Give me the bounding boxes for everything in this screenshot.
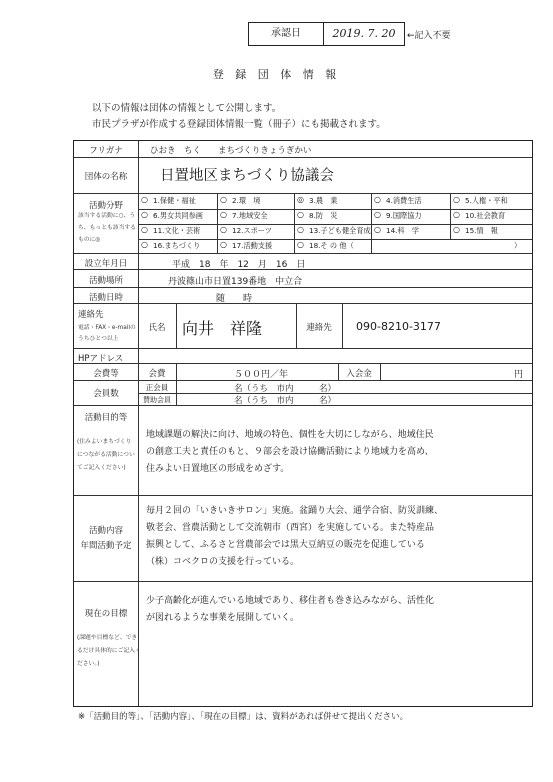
- category-item: ）: [514, 241, 522, 250]
- field-note-3: ものに◎: [78, 237, 101, 243]
- person-label: 氏名: [148, 323, 166, 333]
- purpose-note-3: てご記入ください): [77, 465, 126, 471]
- support-label: 賛助会員: [143, 396, 171, 404]
- page-title: 登 録 団 体 情 報: [212, 68, 341, 81]
- category-mark: ◎: [297, 195, 304, 204]
- activity-text-4: （株）コベクロの支援を行っている。: [146, 557, 300, 567]
- name-label: 団体の名称: [84, 172, 128, 182]
- purpose-text-1: 地域課題の解決に向け、地域の特色、個性を大切にしながら、地域住民: [146, 430, 434, 440]
- category-item: 5.人権・平和: [465, 196, 508, 205]
- intro-line-1: 以下の情報は団体の情報として公開します。: [92, 103, 282, 114]
- category-mark: ○: [374, 210, 381, 219]
- purpose-label: 活動目的等: [84, 413, 128, 423]
- category-item: 9.国際協力: [386, 211, 422, 220]
- phone-label: 連絡先: [306, 323, 332, 333]
- days-label: 活動日時: [88, 293, 123, 303]
- fee-label: 会費: [148, 369, 166, 379]
- category-mark: ○: [141, 225, 148, 234]
- activity-text-3: 振興として、ふるさと営農部会では黒大豆納豆の販売を促進している: [146, 540, 425, 550]
- members-label: 会員数: [93, 389, 119, 399]
- place-label: 活動場所: [88, 276, 123, 286]
- category-mark: ○: [453, 225, 460, 234]
- days-value: 随 時: [216, 294, 253, 304]
- approval-label: 承認日: [249, 23, 324, 45]
- registration-form: [73, 140, 533, 707]
- hp-label: HPアドレス: [78, 354, 124, 364]
- category-item: 16.まちづくり: [153, 241, 201, 250]
- category-mark: ○: [453, 210, 460, 219]
- category-mark: ○: [374, 225, 381, 234]
- approval-date: 2019. 7. 20: [332, 27, 396, 40]
- category-item: 13.子ども健全育成: [309, 226, 371, 235]
- category-item: 4.消費生活: [386, 196, 422, 205]
- contact-note-2: うちひとつ以上: [78, 336, 119, 342]
- category-mark: ○: [220, 210, 227, 219]
- name-value: 日置地区まちづくり協議会: [160, 168, 334, 184]
- goal-text-2: が図れるような事業を展開していく。: [146, 613, 299, 623]
- category-item: 12.スポーツ: [232, 226, 272, 235]
- fees-label: 会費等: [93, 369, 119, 379]
- purpose-text-2: の創意工夫と責任のもと、９部会を設け協働活動により地域力を高め、: [146, 447, 434, 457]
- category-mark: ○: [297, 210, 304, 219]
- category-mark: ○: [141, 240, 148, 249]
- category-mark: ○: [220, 195, 227, 204]
- category-mark: ○: [297, 240, 304, 249]
- footer-note: ※「活動目的等」、「活動内容」、「現在の目標」は、資料があれば併せて提出ください。: [78, 712, 409, 722]
- approval-box: [248, 22, 405, 46]
- field-label: 活動分野: [88, 201, 123, 211]
- field-note-2: ち、もっとも該当する: [78, 225, 136, 231]
- entry-label: 入会金: [346, 369, 372, 379]
- field-note-1: 該当する活動に○、う: [78, 213, 136, 219]
- activity-label-2: 年間活動予定: [80, 541, 132, 551]
- purpose-note-2: につながる活動につい: [77, 452, 135, 458]
- furigana-value: ひおき ちく まちづくりきょうぎかい: [150, 146, 312, 156]
- category-mark: ○: [220, 240, 227, 249]
- goal-label: 現在の目標: [84, 609, 128, 619]
- category-item: 11.文化・芸術: [153, 226, 201, 235]
- category-mark: ○: [297, 225, 304, 234]
- furigana-label: フリガナ: [89, 146, 123, 156]
- contact-label: 連絡先: [78, 310, 104, 320]
- category-mark: ○: [374, 195, 381, 204]
- approval-note: ←記入不要: [407, 31, 451, 41]
- category-item: 15.情 報: [465, 226, 498, 235]
- activity-text-2: 敬老会、営農活動として交流朝市（西宮）を実施している。また特産品: [146, 523, 435, 533]
- category-mark: ○: [220, 225, 227, 234]
- category-item: 10.社会教育: [465, 211, 506, 220]
- place-value: 丹波篠山市日置139番地 中立合: [168, 277, 303, 287]
- activity-text-1: 毎月２回の「いきいきサロン」実施。盆踊り大会、通学合宿、防災訓練、: [146, 506, 444, 516]
- category-item: 7.地域安全: [232, 211, 268, 220]
- phone-value: 090-8210-3177: [356, 320, 441, 333]
- category-item: 8.防 災: [309, 211, 338, 220]
- category-mark: ○: [141, 195, 148, 204]
- category-item: 2.環 境: [232, 196, 261, 205]
- category-item: 3.農 業: [309, 196, 338, 205]
- person-value: 向井 祥隆: [182, 319, 263, 338]
- category-item: 17.活動支援: [232, 241, 273, 250]
- activity-label-1: 活動内容: [88, 526, 123, 536]
- goal-text-1: 少子高齢化が進んでいる地域であり、移住者も巻き込みながら、活性化: [146, 596, 435, 606]
- entry-unit: 円: [514, 370, 524, 380]
- support-value: 名（うち 市内 名）: [234, 396, 337, 406]
- intro-line-2: 市民プラザが作成する登録団体情報一覧（冊子）にも掲載されます。: [92, 119, 386, 130]
- category-item: 6.男女共同参画: [153, 211, 203, 220]
- contact-note-1: 電話・FAX・e-mailの: [78, 325, 136, 331]
- purpose-note-1: (住みよいまちづくり: [77, 439, 132, 445]
- category-mark: ○: [453, 195, 460, 204]
- fee-value: ５００円／年: [234, 370, 289, 380]
- goal-note-3: ださい。): [77, 661, 100, 667]
- category-item: 1.保健・福祉: [153, 196, 196, 205]
- category-item: 18.そ の 他（: [309, 241, 354, 250]
- goal-note-2: るだけ具体的にご記入く: [77, 648, 141, 654]
- category-mark: ○: [141, 210, 148, 219]
- goal-note-1: (課題や目標など、でき: [77, 635, 138, 641]
- regular-label: 正会員: [145, 383, 169, 392]
- founded-label: 設立年月日: [84, 259, 128, 269]
- category-item: 14.科 学: [386, 226, 419, 235]
- purpose-text-3: 住みよい日置地区の形成をめざす。: [146, 464, 290, 474]
- regular-value: 名（うち 市内 名）: [234, 384, 337, 394]
- founded-value: 平成 18 年 12 月 16 日: [172, 260, 306, 270]
